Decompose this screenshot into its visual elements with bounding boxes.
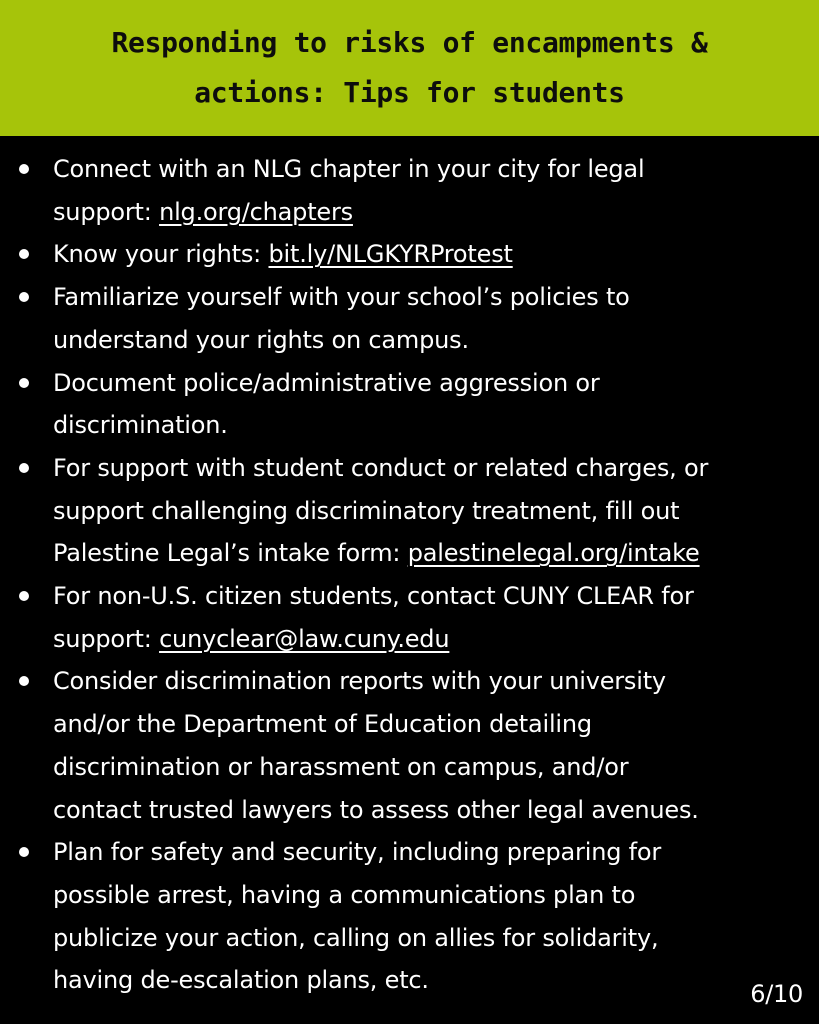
tip-nlg-chapter — [0, 148, 819, 233]
tip-text-with-link — [53, 191, 807, 234]
bullet-icon — [19, 292, 29, 302]
bullet-icon — [19, 591, 29, 601]
tip-student-conduct-support — [0, 447, 819, 575]
tip-text-with-link — [53, 618, 807, 661]
tips-list — [0, 148, 819, 1002]
tip-text: For support with student conduct or related charges, or — [53, 453, 709, 482]
tip-text: publicize your action, calling on allies for solidarity, — [53, 923, 659, 952]
bullet-icon — [19, 847, 29, 857]
tip-know-your-rights — [0, 233, 819, 276]
tip-text: support: — [53, 624, 160, 653]
tip-text-with-link — [53, 532, 807, 575]
tip-text: Document police/administrative aggression or — [53, 368, 600, 397]
bullet-icon — [19, 164, 29, 174]
bullet-icon — [19, 676, 29, 686]
tip-text: Connect with an NLG chapter in your city for legal — [53, 155, 645, 183]
tip-text: understand your rights on campus. — [53, 325, 469, 354]
tip-non-citizen-students — [0, 575, 819, 660]
tip-text: contact trusted lawyers to assess other legal avenues. — [53, 795, 699, 824]
page-number: 6/10 — [750, 980, 803, 1008]
tip-text: Plan for safety and security, including preparing for — [53, 838, 662, 867]
tip-text: discrimination or harassment on campus, and/or — [53, 752, 629, 781]
tip-text-with-link — [53, 233, 807, 276]
page-title-line-1: Responding to risks of encampments & — [111, 26, 708, 59]
know-your-rights-link[interactable]: bit.ly/NLGKYRProtest — [268, 240, 513, 269]
tip-text: support challenging discriminatory treatment, fill out — [53, 496, 680, 525]
tip-text: having de-escalation plans, etc. — [53, 966, 429, 995]
bullet-icon — [19, 378, 29, 388]
bullet-icon — [19, 249, 29, 259]
tip-text: and/or the Department of Education detailing — [53, 710, 592, 739]
bullet-icon — [19, 463, 29, 473]
cuny-clear-email-link[interactable]: cunyclear@law.cuny.edu — [159, 624, 450, 653]
tip-text: For non-U.S. citizen students, contact CUNY CLEAR for — [53, 582, 694, 611]
tip-text: possible arrest, having a communications plan to — [53, 880, 636, 909]
tip-text: Know your rights: — [53, 240, 269, 269]
title-banner — [0, 0, 819, 136]
nlg-chapters-link[interactable]: nlg.org/chapters — [159, 197, 353, 226]
tip-school-policies — [0, 276, 819, 361]
tip-discrimination-reports — [0, 660, 819, 831]
tip-text: Palestine Legal’s intake form: — [53, 539, 408, 568]
page-title-line-2: actions: Tips for students — [194, 76, 625, 109]
tip-text: discrimination. — [53, 411, 228, 440]
tip-text: Familiarize yourself with your school’s policies to — [53, 283, 630, 312]
palestine-legal-intake-link[interactable]: palestinelegal.org/intake — [407, 539, 700, 568]
page-title — [10, 18, 810, 118]
tip-safety-security — [0, 831, 819, 1002]
tip-text: Consider discrimination reports with your university — [53, 667, 666, 696]
tip-text: support: — [53, 197, 160, 226]
tip-document-aggression — [0, 362, 819, 447]
